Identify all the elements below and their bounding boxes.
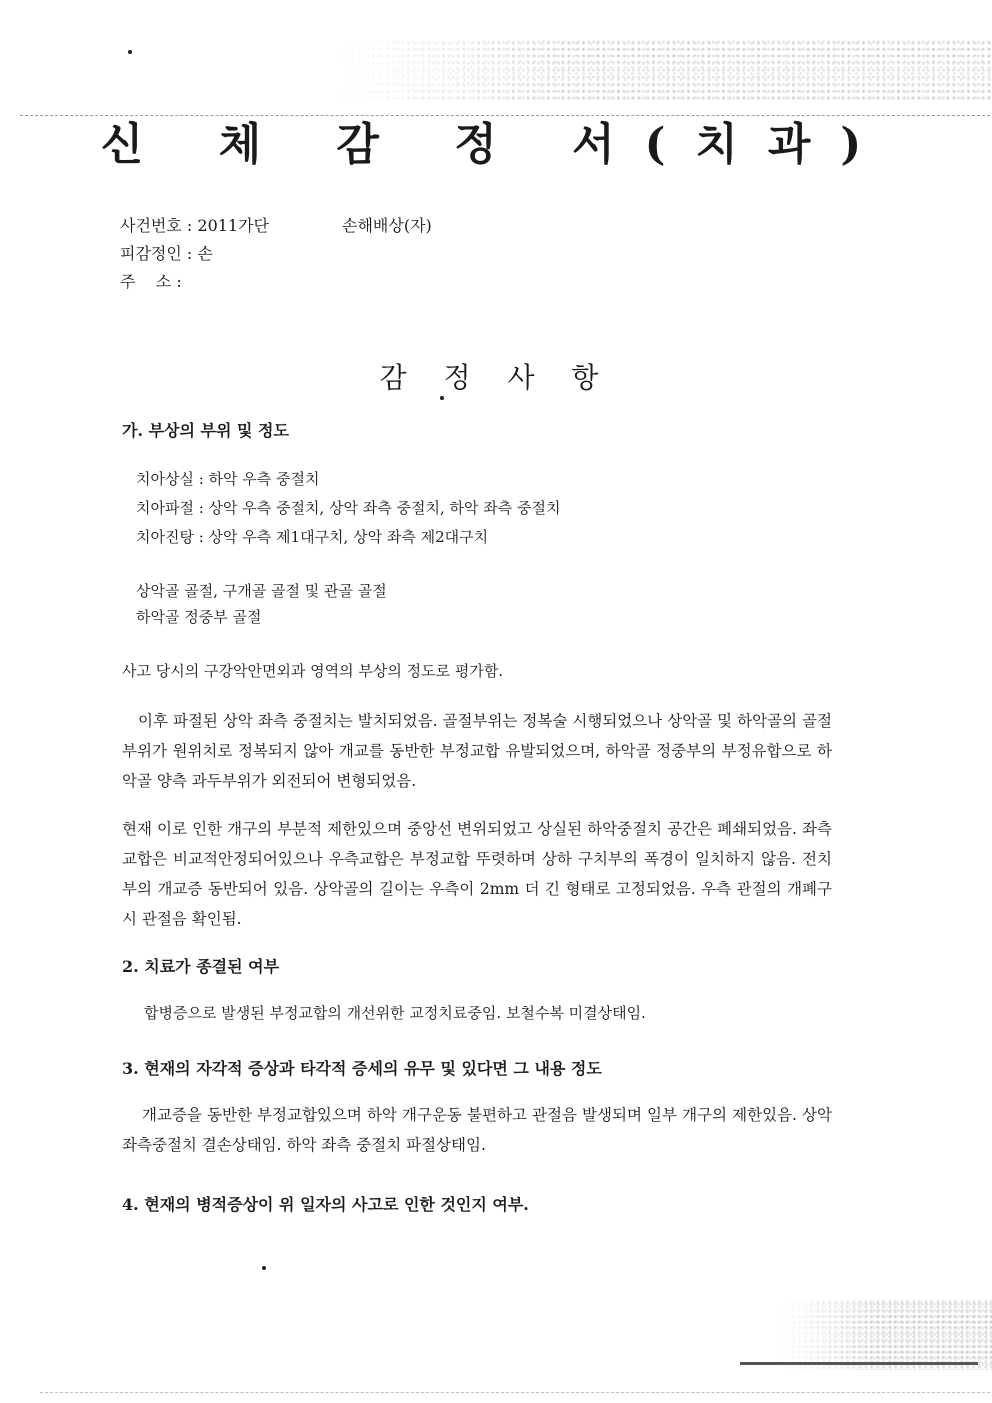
section-4-heading: 4. 현재의 병적증상이 위 일자의 사고로 인한 것인지 여부. [122, 1195, 529, 1214]
scan-line-bottom [740, 1362, 978, 1365]
section-2-body: 합병증으로 발생된 부정교합의 개선위한 교정치료중임. 보철수복 미결상태임. [144, 1004, 646, 1022]
evaluation-note: 사고 당시의 구강악안면외과 영역의 부상의 정도로 평가함. [122, 662, 504, 680]
case-info [120, 212, 432, 296]
paragraph-1: 이후 파절된 상악 좌측 중절치는 발치되었음. 골절부위는 정복술 시행되었으나 상악골 및 하악골의 골절부위가 원위치로 정복되지 않아 개교를 동반한 부정교합 유발되었으며, 하악골 정중부의 부정유합으로 하악골 양측 과두부위가 외전되어 변형되었음. [122, 712, 832, 790]
scan-noise-bottom [780, 1300, 992, 1370]
section-ga-heading: 가. 부상의 부위 및 정도 [122, 421, 289, 440]
section-2-heading: 2. 치료가 종결된 여부 [122, 957, 280, 976]
fracture-line-1: 상악골 골절, 구개골 골절 및 관골 골절 [136, 582, 387, 600]
scan-noise-top [330, 40, 992, 100]
paragraph-2: 현재 이로 인한 개구의 부분적 제한있으며 중앙선 변위되었고 상실된 하악중절치 공간은 폐쇄되었음. 좌측교합은 비교적안정되어있으나 우측교합은 부정교합 뚜렷하며 상하 구치부의 폭경이 일치하지 않음. 전치부의 개교증 동반되어 있음. 상악골의 길이는 우측이 2mm 더 긴 형태로 고정되었음. 우측 관절의 개폐구시 관절음 확인됨. [122, 820, 832, 928]
case-number: 사건번호 : 2011가단 [120, 216, 270, 235]
scan-line-bottom-dashed [40, 1392, 990, 1393]
section-3-body: 개교증을 동반한 부정교합있으며 하악 개구운동 불편하고 관절음 발생되며 일부 개구의 제한있음. 상악 좌측중절치 결손상태임. 하악 좌측 중절치 파절상태임. [122, 1106, 832, 1154]
address: 주 소 : [120, 272, 182, 291]
section-3-heading: 3. 현재의 자각적 증상과 타각적 증세의 유무 및 있다면 그 내용 정도 [122, 1059, 602, 1078]
tooth-luxation-line: 치아진탕 : 상악 우측 제1대구치, 상악 좌측 제2대구치 [136, 528, 489, 546]
scan-speck [440, 396, 444, 400]
document-title: 신 체 감 정 서(치과) [100, 119, 892, 170]
scan-speck [262, 1266, 266, 1270]
section-title: 감 정 사 항 [379, 361, 613, 394]
scan-speck [128, 50, 132, 54]
fracture-line-2: 하악골 정중부 골절 [136, 608, 262, 626]
case-type: 손해배상(자) [342, 216, 432, 235]
tooth-loss-line: 치아상실 : 하악 우측 중절치 [136, 470, 320, 488]
tooth-fracture-line: 치아파절 : 상악 우측 중절치, 상악 좌측 중절치, 하악 좌측 중절치 [136, 499, 561, 517]
examinee: 피감정인 : 손 [120, 244, 213, 263]
